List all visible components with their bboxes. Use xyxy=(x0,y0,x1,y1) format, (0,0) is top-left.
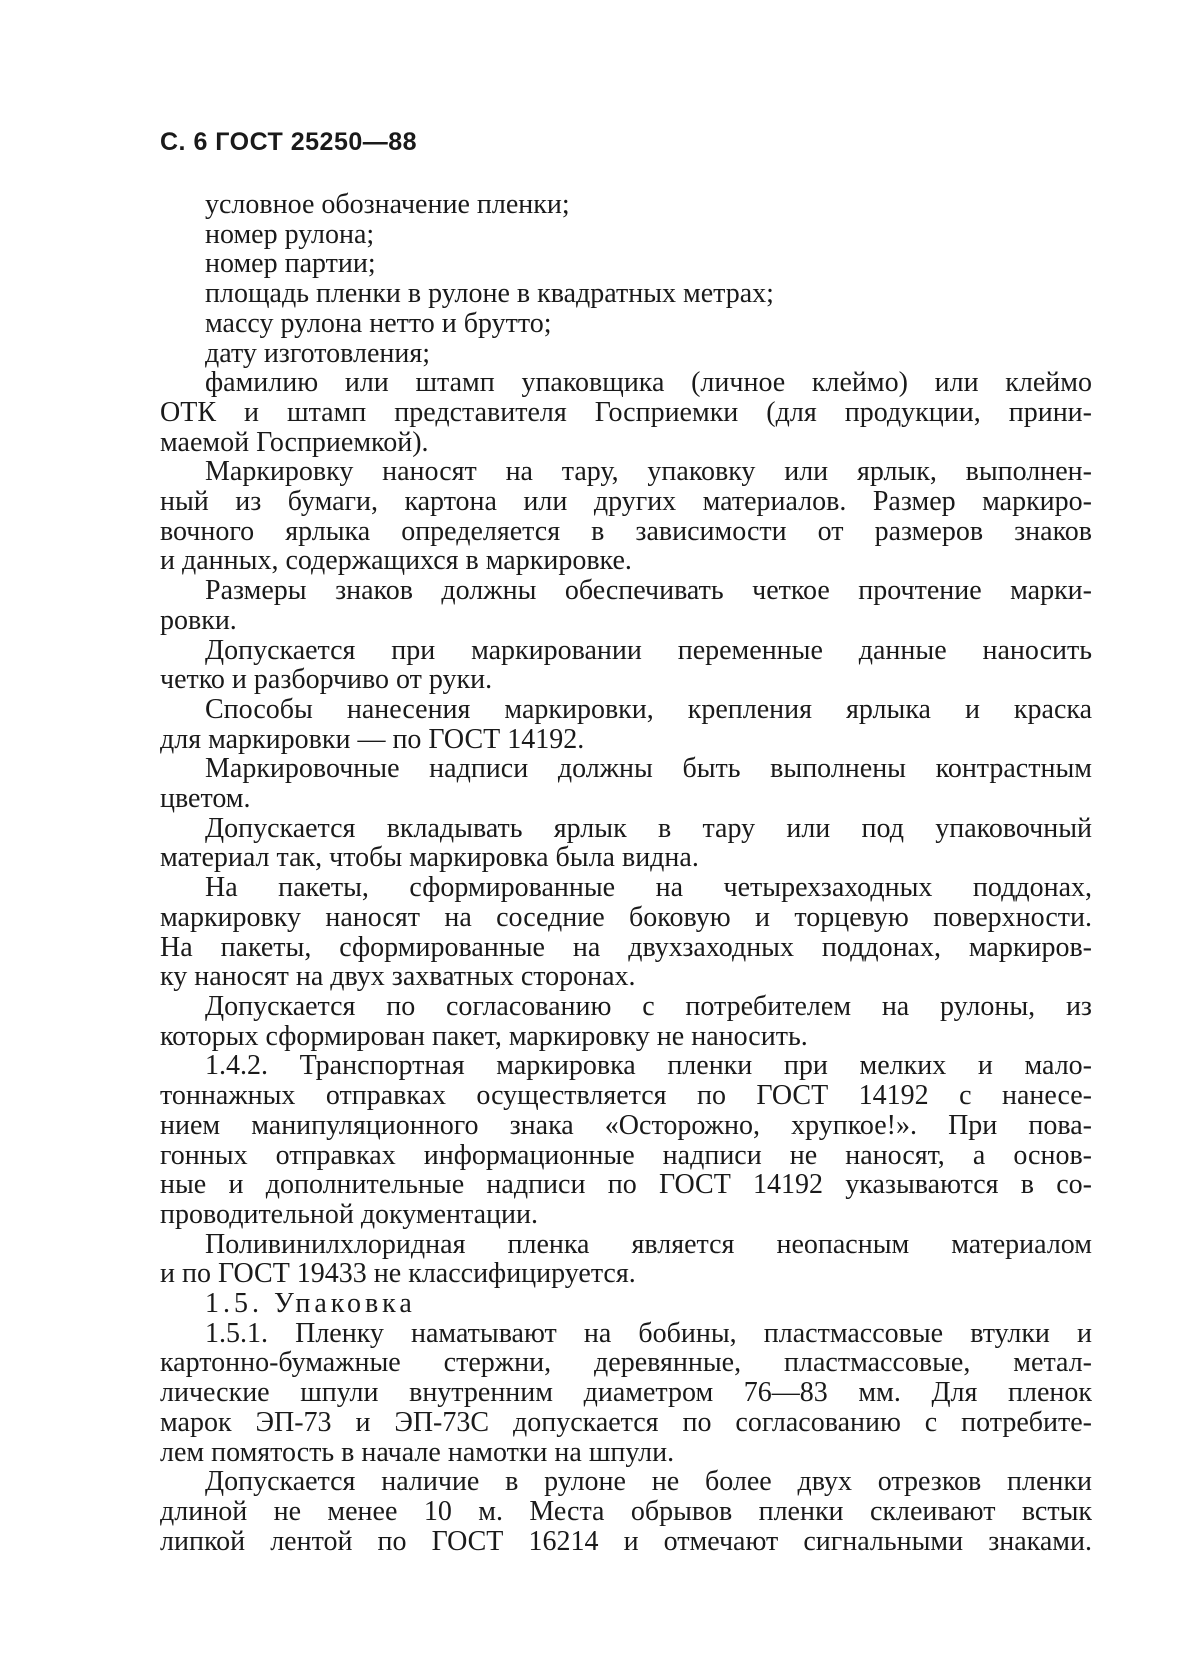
section-heading: 1.5. Упаковка xyxy=(205,1288,416,1320)
text-line: марок ЭП-73 и ЭП-73С допускается по согласованию с потребите- xyxy=(160,1406,1092,1438)
text-line: условное обозначение пленки; xyxy=(205,189,570,220)
text-line: липкой лентой по ГОСТ 16214 и отмечают сигнальными знаками. xyxy=(160,1525,1092,1557)
text-line: гонных отправках информационные надписи не наносят, а основ- xyxy=(160,1139,1092,1171)
text-line: На пакеты, сформированные на четырехзаходных поддонах, xyxy=(205,872,1092,904)
body-text xyxy=(160,190,1092,1556)
text-line: 1.5.1. Пленку наматывают на бобины, пластмассовые втулки и xyxy=(205,1317,1092,1349)
text-line: ОТК и штамп представителя Госприемки (для продукции, прини- xyxy=(160,396,1092,428)
text-line: лем помятость в начале намотки на шпули. xyxy=(160,1436,675,1468)
page-header: С. 6 ГОСТ 25250—88 xyxy=(160,128,418,156)
text-line: цветом. xyxy=(160,783,251,815)
text-line: площадь пленки в рулоне в квадратных метрах; xyxy=(205,278,774,310)
text-line: 1.4.2. Транспортная маркировка пленки при мелких и мало- xyxy=(205,1050,1092,1082)
text-line: номер партии; xyxy=(205,248,376,280)
text-line: Допускается наличие в рулоне не более двух отрезков пленки xyxy=(205,1466,1092,1498)
text-line: и данных, содержащихся в маркировке. xyxy=(160,545,632,577)
text-line: Размеры знаков должны обеспечивать четкое прочтение марки- xyxy=(205,575,1092,607)
text-line: которых сформирован пакет, маркировку не наносить. xyxy=(160,1020,808,1052)
text-line: лические шпули внутренним диаметром 76—83 мм. Для пленок xyxy=(160,1377,1092,1409)
text-line: На пакеты, сформированные на двухзаходных поддонах, маркиров- xyxy=(160,931,1092,963)
text-line: Допускается вкладывать ярлык в тару или под упаковочный xyxy=(205,812,1092,844)
text-line: маркировку наносят на соседние боковую и торцевую поверхности. xyxy=(160,901,1092,933)
text-line: ку наносят на двух захватных сторонах. xyxy=(160,961,636,993)
text-line: вочного ярлыка определяется в зависимости от размеров знаков xyxy=(160,515,1092,547)
text-line: нием манипуляционного знака «Осторожно, хрупкое!». При пова- xyxy=(160,1109,1092,1141)
text-line: Допускается по согласованию с потребителем на рулоны, из xyxy=(205,990,1092,1022)
text-line: ровки. xyxy=(160,604,237,636)
text-line: ные и дополнительные надписи по ГОСТ 14192 указываются в со- xyxy=(160,1169,1092,1201)
text-line: материал так, чтобы маркировка была видна. xyxy=(160,842,699,874)
text-line: дату изготовления; xyxy=(205,337,431,369)
text-line: и по ГОСТ 19433 не классифицируется. xyxy=(160,1258,636,1290)
text-line: проводительной документации. xyxy=(160,1198,538,1230)
text-line: фамилию или штамп упаковщика (личное клеймо) или клеймо xyxy=(205,367,1092,399)
text-line: Допускается при маркировании переменные данные наносить xyxy=(205,634,1092,666)
text-line: тоннажных отправках осуществляется по ГОСТ 14192 с нанесе- xyxy=(160,1080,1092,1112)
text-line: Способы нанесения маркировки, крепления ярлыка и краска xyxy=(205,693,1092,725)
text-line: Маркировочные надписи должны быть выполнены контрастным xyxy=(205,753,1092,785)
text-line: длиной не менее 10 м. Места обрывов пленки склеивают встык xyxy=(160,1495,1092,1527)
text-line: Маркировку наносят на тару, упаковку или ярлык, выполнен- xyxy=(205,456,1092,488)
text-line: для маркировки — по ГОСТ 14192. xyxy=(160,723,585,755)
text-line: картонно-бумажные стержни, деревянные, пластмассовые, метал- xyxy=(160,1347,1092,1379)
text-line: маемой Госприемкой). xyxy=(160,426,429,458)
text-line: массу рулона нетто и брутто; xyxy=(205,307,552,339)
text-line: Поливинилхлоридная пленка является неопасным материалом xyxy=(205,1228,1092,1260)
text-line: номер рулона; xyxy=(205,218,375,250)
text-line: четко и разборчиво от руки. xyxy=(160,664,493,696)
text-line: ный из бумаги, картона или других материалов. Размер маркиро- xyxy=(160,486,1092,518)
